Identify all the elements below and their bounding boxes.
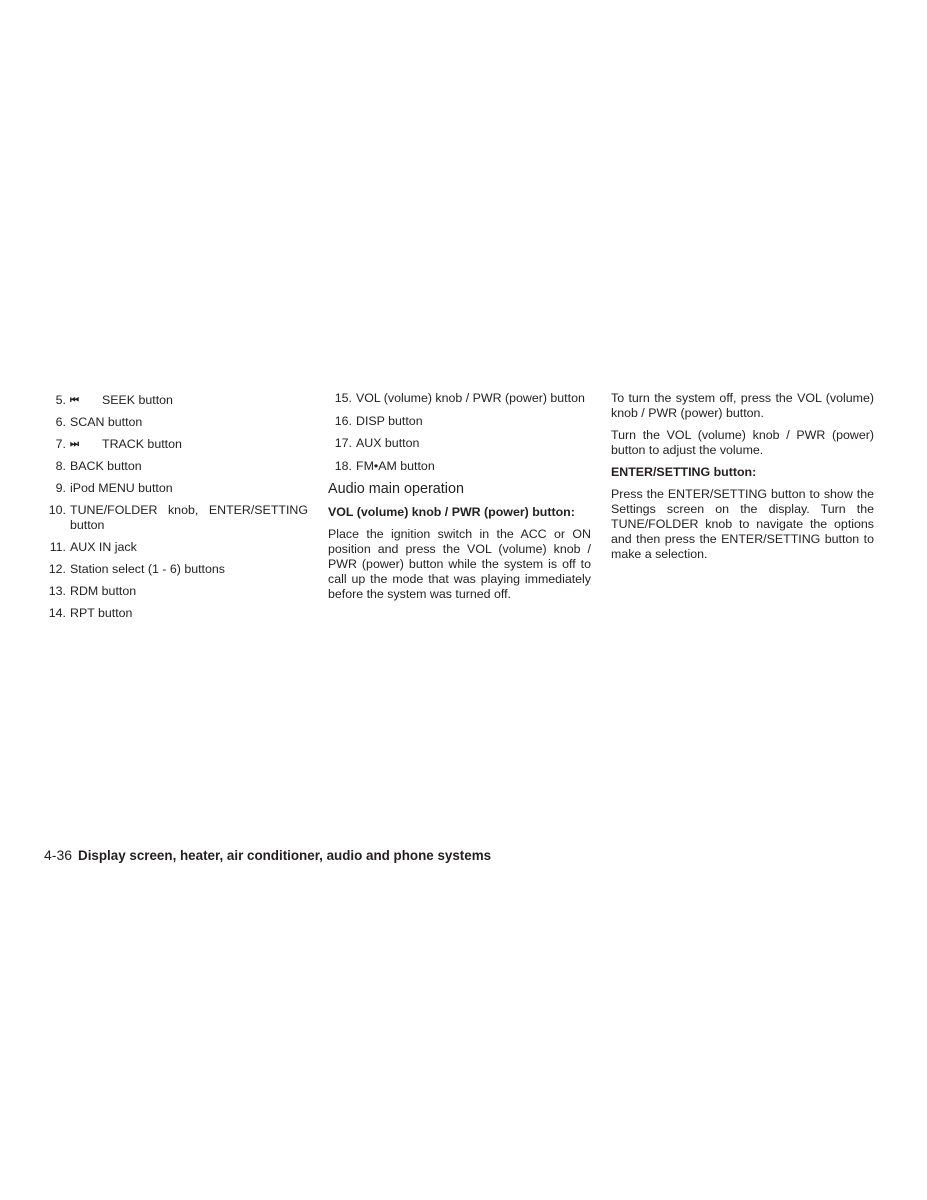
list-item: [328, 414, 591, 429]
list-item: [42, 415, 308, 430]
item-number: 18.: [334, 458, 352, 473]
item-label: FM•AM button: [356, 458, 435, 473]
paragraph: Press the ENTER/SETTING button to show the Settings screen on the display. Turn the TUNE/FOLDER knob to navigate the options and then press the ENTER/SETTING button to make a selection.: [611, 487, 874, 561]
page-number: 4-36: [44, 847, 73, 863]
list-item: [42, 540, 308, 555]
item-number: 7.: [55, 437, 66, 451]
item-number: 9.: [55, 481, 66, 495]
item-label: DISP button: [356, 413, 423, 428]
item-label: AUX IN jack: [70, 540, 137, 554]
component-list-2: [328, 391, 591, 474]
list-item: [42, 437, 308, 452]
item-number: 11.: [49, 540, 66, 554]
track-forward-icon: ⏭: [70, 439, 77, 450]
component-list-1: [42, 393, 308, 621]
item-label: VOL (volume) knob / PWR (power) button: [356, 391, 585, 405]
column-3: [611, 391, 874, 569]
item-label: TUNE/FOLDER knob, ENTER/SETTING button: [70, 503, 308, 532]
item-label: iPod MENU button: [70, 481, 173, 495]
list-item: [42, 584, 308, 599]
item-label: TRACK button: [102, 437, 182, 451]
item-number: 10.: [48, 503, 66, 517]
list-item: [42, 562, 308, 577]
sub-heading: VOL (volume) knob / PWR (power) button:: [328, 505, 575, 519]
list-item: [42, 393, 308, 408]
item-label: SEEK button: [102, 393, 173, 407]
item-number: 16.: [334, 413, 352, 428]
item-number: 5.: [55, 393, 66, 407]
item-label: RPT button: [70, 606, 133, 620]
sub-heading: ENTER/SETTING button:: [611, 465, 757, 479]
list-item: [328, 459, 591, 474]
list-item: [42, 503, 308, 533]
item-label: RDM button: [70, 584, 137, 598]
item-label: AUX button: [356, 436, 420, 450]
item-number: 14.: [48, 606, 66, 620]
section-heading: Audio main operation: [328, 481, 465, 497]
item-label: SCAN button: [70, 415, 143, 429]
item-number: 15.: [334, 391, 352, 405]
item-label: Station select (1 - 6) buttons: [70, 562, 225, 576]
paragraph: Turn the VOL (volume) knob / PWR (power) button to adjust the volume.: [611, 428, 874, 457]
list-item: [42, 481, 308, 496]
list-item: [42, 459, 308, 474]
item-number: 8.: [55, 459, 66, 473]
paragraph: Place the ignition switch in the ACC or ON position and press the VOL (volume) knob / PWR (power) button while the system is off to call up the mode that was playing immediately before the system was turned off.: [328, 527, 591, 601]
list-item: [42, 606, 308, 621]
item-label: BACK button: [70, 459, 142, 473]
seek-back-icon: ⏮: [70, 395, 77, 406]
item-number: 12.: [48, 562, 66, 576]
item-number: 13.: [48, 584, 66, 598]
page-footer: [44, 846, 491, 865]
item-number: 6.: [55, 415, 66, 429]
list-item: [328, 391, 591, 406]
paragraph: To turn the system off, press the VOL (volume) knob / PWR (power) button.: [611, 391, 874, 420]
list-item: [328, 436, 591, 451]
column-2: [328, 391, 591, 609]
item-number: 17.: [334, 436, 352, 450]
column-1: [42, 391, 308, 628]
chapter-title: Display screen, heater, air conditioner, audio and phone systems: [78, 848, 492, 863]
